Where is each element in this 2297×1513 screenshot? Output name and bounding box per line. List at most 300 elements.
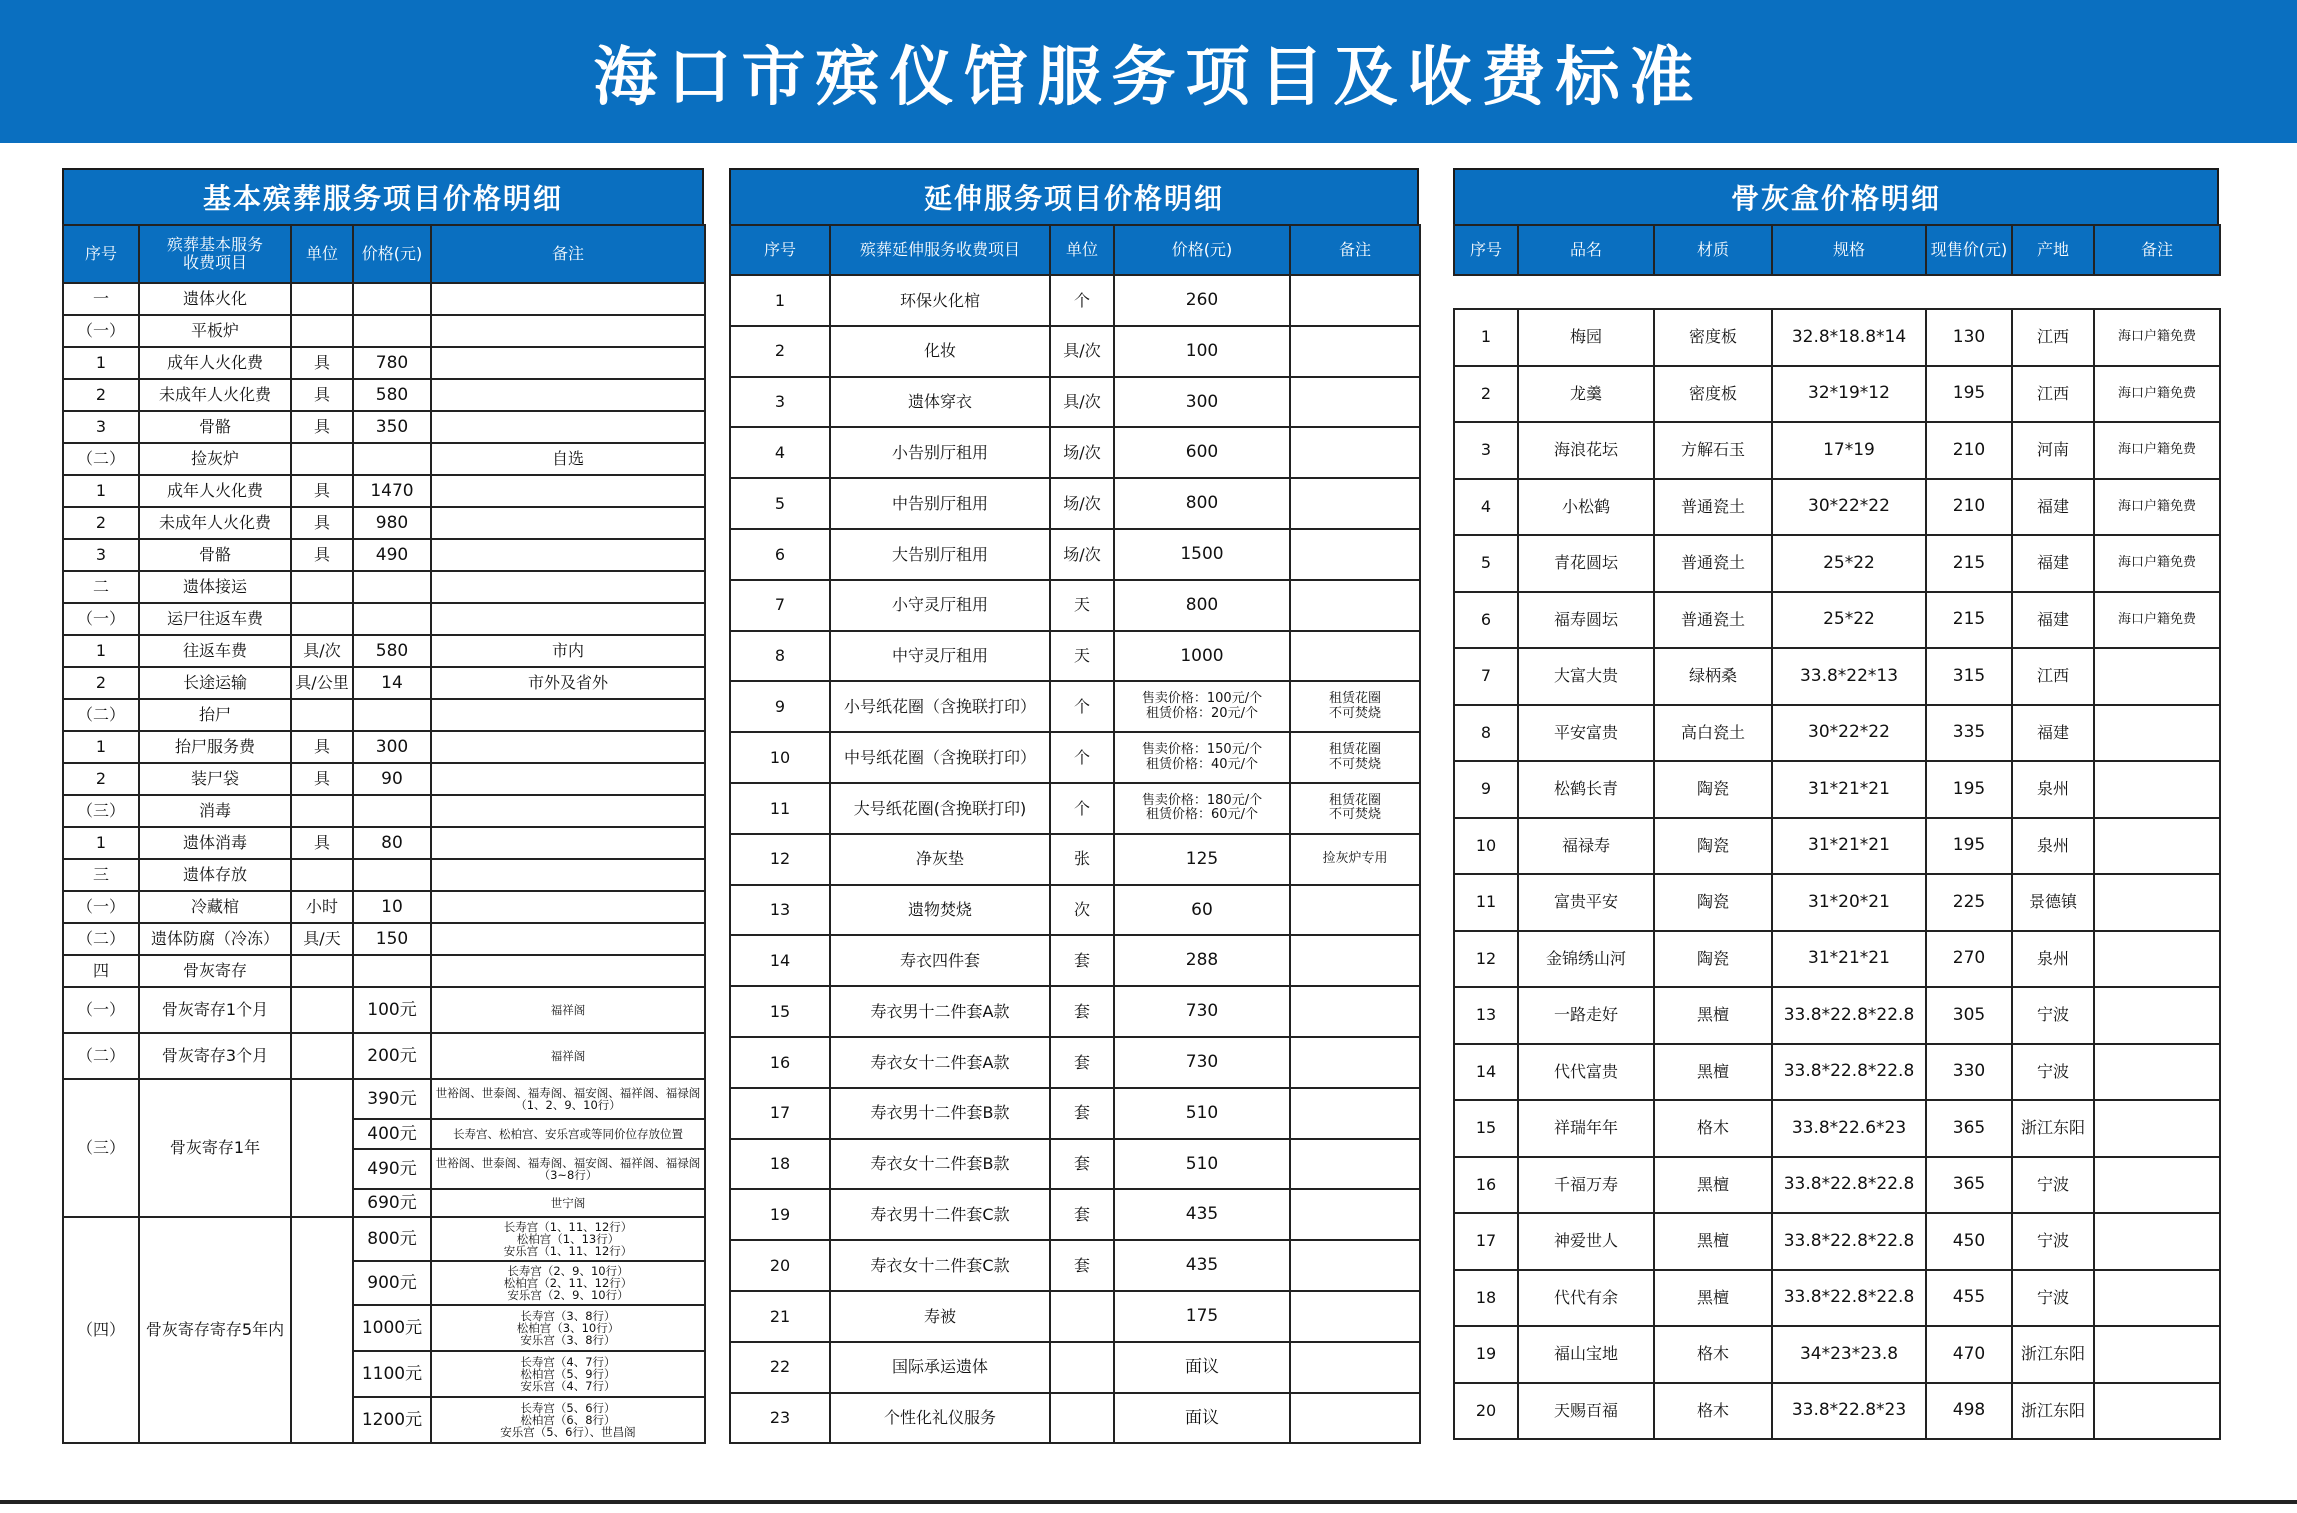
remark — [431, 571, 705, 603]
price: 498 — [1926, 1383, 2012, 1440]
origin: 宁波 — [2012, 1157, 2094, 1214]
material: 格木 — [1654, 1326, 1772, 1383]
row-number: 1 — [63, 475, 139, 507]
item-name: 寿被 — [830, 1291, 1050, 1342]
product-name: 大富大贵 — [1518, 648, 1654, 705]
material: 格木 — [1654, 1100, 1772, 1157]
origin: 江西 — [2012, 366, 2094, 423]
row-number: 19 — [1454, 1326, 1518, 1383]
column-header: 品名 — [1518, 225, 1654, 275]
unit: 套 — [1050, 935, 1114, 986]
price: 490 — [353, 539, 431, 571]
table-row — [730, 1088, 1420, 1139]
item-name: 小号纸花圈（含挽联打印） — [830, 681, 1050, 732]
price: 195 — [1926, 818, 2012, 875]
row-number: 8 — [1454, 705, 1518, 762]
remark — [2094, 931, 2220, 988]
remark — [1290, 1342, 1420, 1393]
row-number: 2 — [63, 763, 139, 795]
remark — [2094, 1044, 2220, 1101]
remark — [1290, 1291, 1420, 1342]
unit — [291, 1033, 353, 1079]
row-number: 3 — [63, 411, 139, 443]
price: 215 — [1926, 535, 2012, 592]
item-name: 遗体穿衣 — [830, 377, 1050, 428]
table-row — [63, 347, 705, 379]
unit — [291, 603, 353, 635]
column-header: 殡葬延伸服务收费项目 — [830, 225, 1050, 275]
remark — [1290, 1189, 1420, 1240]
price: 1200元 — [353, 1397, 431, 1443]
unit: 套 — [1050, 1189, 1114, 1240]
price: 315 — [1926, 648, 2012, 705]
price — [353, 571, 431, 603]
price: 400元 — [353, 1119, 431, 1149]
origin: 泉州 — [2012, 761, 2094, 818]
dimensions: 30*22*22 — [1772, 479, 1926, 536]
table-row — [63, 859, 705, 891]
origin: 宁波 — [2012, 987, 2094, 1044]
unit — [291, 699, 353, 731]
row-number: 1 — [63, 731, 139, 763]
product-name: 祥瑞年年 — [1518, 1100, 1654, 1157]
table-row — [1454, 1044, 2220, 1101]
item-name: 遗体接运 — [139, 571, 291, 603]
row-number: 一 — [63, 283, 139, 315]
price — [353, 283, 431, 315]
table-row — [730, 1342, 1420, 1393]
table-row — [730, 478, 1420, 529]
unit: 个 — [1050, 275, 1114, 326]
item-name: 寿衣女十二件套C款 — [830, 1240, 1050, 1291]
remark — [431, 955, 705, 987]
unit: 场/次 — [1050, 478, 1114, 529]
price: 490元 — [353, 1149, 431, 1189]
unit: 具 — [291, 347, 353, 379]
price: 260 — [1114, 275, 1290, 326]
row-number: 2 — [63, 379, 139, 411]
origin: 江西 — [2012, 309, 2094, 366]
origin: 浙江东阳 — [2012, 1383, 2094, 1440]
price: 14 — [353, 667, 431, 699]
price: 210 — [1926, 479, 2012, 536]
item-name: 成年人火化费 — [139, 347, 291, 379]
dimensions: 31*21*21 — [1772, 818, 1926, 875]
product-name: 福禄寿 — [1518, 818, 1654, 875]
item-name: 运尸往返车费 — [139, 603, 291, 635]
remark — [1290, 631, 1420, 682]
bottom-divider — [0, 1500, 2297, 1504]
item-name: 寿衣男十二件套A款 — [830, 986, 1050, 1037]
remark — [431, 507, 705, 539]
urn-price-table — [1453, 308, 2221, 1440]
table-row — [1454, 1326, 2220, 1383]
remark — [431, 891, 705, 923]
row-number: （四） — [63, 1217, 139, 1443]
table-row — [1454, 479, 2220, 536]
table-row — [730, 275, 1420, 326]
unit: 具/公里 — [291, 667, 353, 699]
price: 195 — [1926, 761, 2012, 818]
table-row — [1454, 535, 2220, 592]
table-row — [63, 891, 705, 923]
material: 陶瓷 — [1654, 931, 1772, 988]
remark — [1290, 377, 1420, 428]
row-number: 三 — [63, 859, 139, 891]
remark — [2094, 818, 2220, 875]
column-header: 产地 — [2012, 225, 2094, 275]
table-row — [1454, 931, 2220, 988]
price — [353, 699, 431, 731]
table-row — [730, 783, 1420, 834]
table-row — [63, 507, 705, 539]
price: 200元 — [353, 1033, 431, 1079]
remark: 长寿宫（1、11、12行） 松柏宫（1、13行） 安乐宫（1、11、12行） — [431, 1217, 705, 1261]
remark — [431, 379, 705, 411]
remark — [2094, 761, 2220, 818]
table-row — [63, 443, 705, 475]
price: 售卖价格：150元/个 租赁价格：40元/个 — [1114, 732, 1290, 783]
price: 售卖价格：100元/个 租赁价格：20元/个 — [1114, 681, 1290, 732]
table-row — [1454, 366, 2220, 423]
dimensions: 33.8*22.8*23 — [1772, 1383, 1926, 1440]
table-row — [730, 529, 1420, 580]
remark — [2094, 1270, 2220, 1327]
table-row — [730, 1189, 1420, 1240]
item-name: 抬尸 — [139, 699, 291, 731]
product-name: 福寿圆坛 — [1518, 592, 1654, 649]
table-row — [63, 987, 705, 1033]
extended-services-table — [729, 224, 1421, 1444]
column-header: 殡葬基本服务 收费项目 — [139, 225, 291, 283]
price: 195 — [1926, 366, 2012, 423]
unit — [291, 987, 353, 1033]
remark — [431, 603, 705, 635]
price: 580 — [353, 635, 431, 667]
row-number: 1 — [63, 635, 139, 667]
row-number: 14 — [1454, 1044, 1518, 1101]
price: 90 — [353, 763, 431, 795]
column-header: 序号 — [1454, 225, 1518, 275]
unit: 天 — [1050, 631, 1114, 682]
table-row — [63, 283, 705, 315]
price: 470 — [1926, 1326, 2012, 1383]
table-row — [730, 885, 1420, 936]
origin: 宁波 — [2012, 1270, 2094, 1327]
row-number: 15 — [730, 986, 830, 1037]
item-name: 中号纸花圈（含挽联打印） — [830, 732, 1050, 783]
remark — [1290, 935, 1420, 986]
dimensions: 32*19*12 — [1772, 366, 1926, 423]
material: 陶瓷 — [1654, 818, 1772, 875]
material: 陶瓷 — [1654, 761, 1772, 818]
table-row — [1454, 592, 2220, 649]
row-number: 12 — [1454, 931, 1518, 988]
product-name: 梅园 — [1518, 309, 1654, 366]
dimensions: 33.8*22.8*22.8 — [1772, 1157, 1926, 1214]
row-number: 3 — [730, 377, 830, 428]
remark: 海口户籍免费 — [2094, 535, 2220, 592]
row-number: 19 — [730, 1189, 830, 1240]
table-row — [1454, 1213, 2220, 1270]
table-row — [63, 955, 705, 987]
unit — [291, 571, 353, 603]
product-name: 金锦绣山河 — [1518, 931, 1654, 988]
origin: 浙江东阳 — [2012, 1326, 2094, 1383]
dimensions: 31*21*21 — [1772, 931, 1926, 988]
item-name: 未成年人火化费 — [139, 379, 291, 411]
item-name: 骨灰寄存3个月 — [139, 1033, 291, 1079]
dimensions: 31*20*21 — [1772, 874, 1926, 931]
price: 面议 — [1114, 1342, 1290, 1393]
remark — [431, 283, 705, 315]
remark: 长寿宫（3、8行） 松柏宫（3、10行） 安乐宫（3、8行） — [431, 1305, 705, 1351]
unit: 具/天 — [291, 923, 353, 955]
row-number: 21 — [730, 1291, 830, 1342]
remark: 市外及省外 — [431, 667, 705, 699]
price: 900元 — [353, 1261, 431, 1305]
material: 绿柄桑 — [1654, 648, 1772, 705]
column-header: 备注 — [1290, 225, 1420, 275]
dimensions: 25*22 — [1772, 592, 1926, 649]
dimensions: 30*22*22 — [1772, 705, 1926, 762]
unit: 场/次 — [1050, 427, 1114, 478]
material: 方解石玉 — [1654, 422, 1772, 479]
unit — [291, 1217, 353, 1443]
basic-services-title: 基本殡葬服务项目价格明细 — [62, 168, 704, 224]
material: 普通瓷土 — [1654, 592, 1772, 649]
table-row — [1454, 1383, 2220, 1440]
origin: 宁波 — [2012, 1044, 2094, 1101]
row-number: 7 — [1454, 648, 1518, 705]
price: 730 — [1114, 1037, 1290, 1088]
price: 780 — [353, 347, 431, 379]
remark: 福祥阁 — [431, 987, 705, 1033]
table-row — [730, 732, 1420, 783]
row-number: 23 — [730, 1393, 830, 1444]
product-name: 福山宝地 — [1518, 1326, 1654, 1383]
remark: 捡灰炉专用 — [1290, 834, 1420, 885]
product-name: 千福万寿 — [1518, 1157, 1654, 1214]
row-number: 8 — [730, 631, 830, 682]
price: 210 — [1926, 422, 2012, 479]
price: 125 — [1114, 834, 1290, 885]
remark: 海口户籍免费 — [2094, 422, 2220, 479]
column-header: 单位 — [1050, 225, 1114, 275]
price: 435 — [1114, 1189, 1290, 1240]
unit: 具 — [291, 827, 353, 859]
price: 100 — [1114, 326, 1290, 377]
price: 1470 — [353, 475, 431, 507]
row-number: 7 — [730, 580, 830, 631]
item-name: 装尸袋 — [139, 763, 291, 795]
table-row — [63, 539, 705, 571]
row-number: 13 — [730, 885, 830, 936]
price: 售卖价格：180元/个 租赁价格：60元/个 — [1114, 783, 1290, 834]
table-row — [1454, 1100, 2220, 1157]
row-number: 20 — [1454, 1383, 1518, 1440]
item-name: 环保火化棺 — [830, 275, 1050, 326]
price: 1500 — [1114, 529, 1290, 580]
row-number: 17 — [730, 1088, 830, 1139]
remark — [1290, 1240, 1420, 1291]
column-header: 单位 — [291, 225, 353, 283]
unit — [291, 859, 353, 891]
item-name: 个性化礼仪服务 — [830, 1393, 1050, 1444]
table-row — [63, 411, 705, 443]
row-number: 10 — [730, 732, 830, 783]
unit: 套 — [1050, 1088, 1114, 1139]
remark: 租赁花圈 不可焚烧 — [1290, 732, 1420, 783]
row-number: 6 — [730, 529, 830, 580]
origin: 泉州 — [2012, 818, 2094, 875]
remark — [2094, 648, 2220, 705]
origin: 景德镇 — [2012, 874, 2094, 931]
item-name: 未成年人火化费 — [139, 507, 291, 539]
table-row — [730, 427, 1420, 478]
item-name: 骨骼 — [139, 539, 291, 571]
table-row — [63, 699, 705, 731]
table-row — [730, 1291, 1420, 1342]
row-number: （三） — [63, 1079, 139, 1217]
title-banner — [0, 0, 2297, 143]
price: 175 — [1114, 1291, 1290, 1342]
item-name: 净灰垫 — [830, 834, 1050, 885]
unit — [1050, 1291, 1114, 1342]
remark: 世裕阁、世泰阁、福寿阁、福安阁、福祥阁、福禄阁 （3~8行） — [431, 1149, 705, 1189]
dimensions: 33.8*22*13 — [1772, 648, 1926, 705]
item-name: 长途运输 — [139, 667, 291, 699]
dimensions: 34*23*23.8 — [1772, 1326, 1926, 1383]
unit: 具/次 — [291, 635, 353, 667]
unit: 具 — [291, 411, 353, 443]
price: 980 — [353, 507, 431, 539]
row-number: 11 — [1454, 874, 1518, 931]
item-name: 成年人火化费 — [139, 475, 291, 507]
table-row — [63, 923, 705, 955]
price — [353, 795, 431, 827]
basic-services-table — [62, 224, 706, 1444]
row-number: 1 — [63, 827, 139, 859]
remark — [431, 731, 705, 763]
row-number: （一） — [63, 603, 139, 635]
item-name: 寿衣男十二件套B款 — [830, 1088, 1050, 1139]
header-row — [1454, 225, 2220, 275]
price: 130 — [1926, 309, 2012, 366]
unit: 具 — [291, 539, 353, 571]
row-number: （二） — [63, 1033, 139, 1079]
item-name: 消毒 — [139, 795, 291, 827]
price: 435 — [1114, 1240, 1290, 1291]
column-header: 序号 — [730, 225, 830, 275]
material: 普通瓷土 — [1654, 535, 1772, 592]
unit: 张 — [1050, 834, 1114, 885]
column-header: 价格(元) — [353, 225, 431, 283]
table-row — [1454, 874, 2220, 931]
product-name: 一路走好 — [1518, 987, 1654, 1044]
item-name: 寿衣男十二件套C款 — [830, 1189, 1050, 1240]
product-name: 平安富贵 — [1518, 705, 1654, 762]
row-number: 6 — [1454, 592, 1518, 649]
unit — [291, 283, 353, 315]
price — [353, 955, 431, 987]
row-number: 3 — [1454, 422, 1518, 479]
row-number: 1 — [1454, 309, 1518, 366]
row-number: 14 — [730, 935, 830, 986]
remark — [431, 411, 705, 443]
remark — [1290, 885, 1420, 936]
remark: 租赁花圈 不可焚烧 — [1290, 783, 1420, 834]
remark — [431, 795, 705, 827]
price: 390元 — [353, 1079, 431, 1119]
unit: 具 — [291, 475, 353, 507]
table-row — [1454, 987, 2220, 1044]
row-number: （三） — [63, 795, 139, 827]
origin: 浙江东阳 — [2012, 1100, 2094, 1157]
table-row — [63, 315, 705, 347]
table-row — [63, 379, 705, 411]
row-number: 15 — [1454, 1100, 1518, 1157]
product-name: 海浪花坛 — [1518, 422, 1654, 479]
material: 黑檀 — [1654, 1044, 1772, 1101]
row-number: 17 — [1454, 1213, 1518, 1270]
table-row — [1454, 648, 2220, 705]
table-row — [63, 571, 705, 603]
remark — [1290, 275, 1420, 326]
row-number: 16 — [1454, 1157, 1518, 1214]
unit: 具 — [291, 763, 353, 795]
row-number: 18 — [1454, 1270, 1518, 1327]
item-name: 往返车费 — [139, 635, 291, 667]
price: 288 — [1114, 935, 1290, 986]
table-row — [730, 1240, 1420, 1291]
unit: 天 — [1050, 580, 1114, 631]
row-number: 4 — [1454, 479, 1518, 536]
remark — [2094, 1213, 2220, 1270]
item-name: 寿衣女十二件套A款 — [830, 1037, 1050, 1088]
price: 690元 — [353, 1189, 431, 1217]
material: 黑檀 — [1654, 1157, 1772, 1214]
table-row — [730, 1393, 1420, 1444]
urn-header-table — [1453, 224, 2221, 276]
remark — [1290, 1037, 1420, 1088]
item-name: 骨灰寄存寄存5年内 — [139, 1217, 291, 1443]
remark: 海口户籍免费 — [2094, 309, 2220, 366]
table-row — [63, 475, 705, 507]
item-name: 冷藏棺 — [139, 891, 291, 923]
material: 高白瓷土 — [1654, 705, 1772, 762]
price: 800元 — [353, 1217, 431, 1261]
price: 80 — [353, 827, 431, 859]
row-number: 18 — [730, 1139, 830, 1190]
table-row — [730, 377, 1420, 428]
price: 350 — [353, 411, 431, 443]
dimensions: 25*22 — [1772, 535, 1926, 592]
unit: 个 — [1050, 783, 1114, 834]
price: 150 — [353, 923, 431, 955]
item-name: 平板炉 — [139, 315, 291, 347]
product-name: 龙羹 — [1518, 366, 1654, 423]
remark: 长寿宫（4、7行） 松柏宫（5、9行） 安乐宫（4、7行） — [431, 1351, 705, 1397]
row-number: 10 — [1454, 818, 1518, 875]
table-row — [730, 681, 1420, 732]
remark: 长寿宫（5、6行） 松柏宫（6、8行） 安乐宫（5、6行）、世昌阁 — [431, 1397, 705, 1443]
remark — [2094, 705, 2220, 762]
price: 510 — [1114, 1088, 1290, 1139]
remark: 市内 — [431, 635, 705, 667]
remark — [1290, 580, 1420, 631]
header-row — [730, 225, 1420, 275]
